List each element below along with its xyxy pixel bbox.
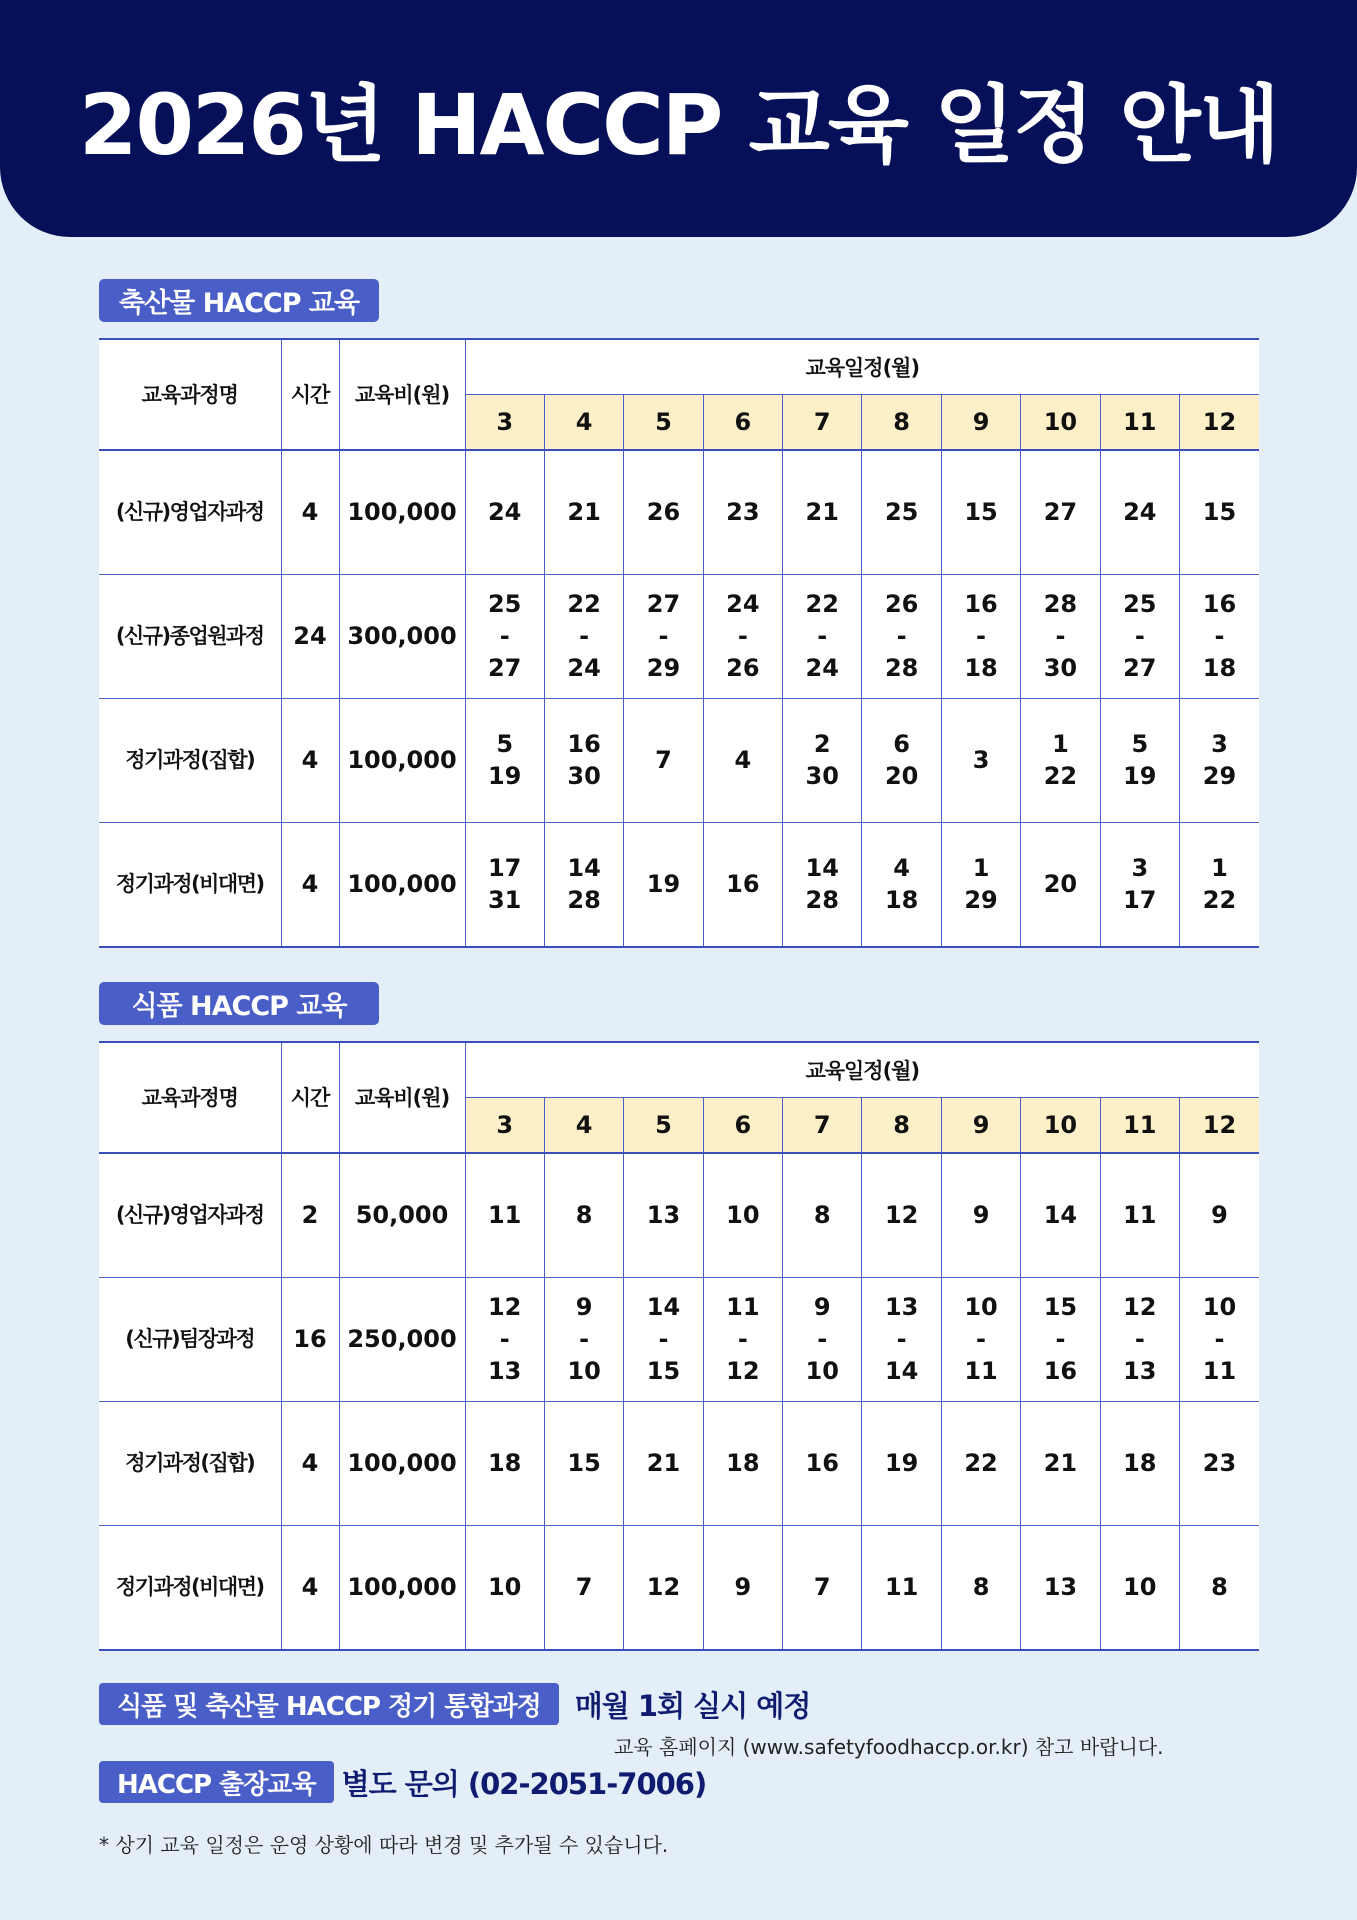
date-cell-text: 21 (567, 498, 601, 526)
date-cell-text: 11 (487, 1201, 522, 1229)
date-cell-text: 12 (646, 1573, 681, 1601)
date-cell-text: 7 (655, 746, 672, 774)
table-row (99, 1153, 1259, 1278)
col-header-schedule: 교육일정(월) (465, 1042, 1259, 1097)
course-name-cell (99, 1153, 281, 1278)
date-cell-text: 8 (972, 1573, 990, 1601)
website-note: 교육 홈페이지 (www.safetyfoodhaccp.or.kr) 참고 바랍니다. (614, 1735, 1164, 1759)
date-cell (544, 1153, 623, 1278)
course-name-cell-text: (신규)종업원과정 (115, 624, 264, 648)
date-cell-text: 9 (972, 1201, 990, 1229)
course-name-cell (99, 450, 281, 575)
month-header: 11 (1100, 1097, 1179, 1153)
date-cell-text: 10 (726, 1201, 760, 1229)
section-label-food: 식품 HACCP 교육 (99, 982, 379, 1025)
col-header-schedule: 교육일정(월) (465, 339, 1259, 394)
fee-cell (339, 822, 465, 947)
date-cell (544, 574, 623, 698)
date-cell-text: 26 (646, 498, 681, 526)
date-cell (544, 698, 623, 822)
date-cell (624, 1401, 703, 1525)
col-header-fee: 교육비(원) (339, 339, 465, 450)
date-cell (1100, 822, 1179, 947)
date-cell-text: 3 (972, 746, 990, 774)
date-cell (1180, 1525, 1259, 1650)
date-cell-text: 7 (575, 1573, 593, 1601)
hours-cell (281, 822, 339, 947)
date-cell-text: 28 - 30 (1043, 590, 1078, 682)
date-cell (465, 698, 544, 822)
date-cell (862, 450, 941, 575)
date-cell (783, 1153, 862, 1278)
date-cell-text: 14 28 (805, 854, 839, 914)
hours-cell (281, 1153, 339, 1278)
date-cell-text: 15 (567, 1449, 601, 1477)
date-cell (1180, 822, 1259, 947)
col-header-hours: 시간 (281, 339, 339, 450)
date-cell-text: 16 (805, 1449, 839, 1477)
date-cell (703, 450, 782, 575)
month-header: 12 (1180, 394, 1259, 450)
course-name-cell-text: (신규)영업자과정 (115, 1203, 264, 1227)
course-name-cell-text: 정기과정(비대면) (115, 872, 264, 896)
date-cell-text: 19 (646, 870, 681, 898)
date-cell-text: 2 30 (805, 730, 839, 790)
date-cell (1021, 574, 1100, 698)
date-cell-text: 10 - 11 (964, 1293, 998, 1385)
date-cell (544, 1401, 623, 1525)
date-cell (465, 1401, 544, 1525)
month-header: 7 (783, 394, 862, 450)
month-header: 8 (862, 394, 941, 450)
date-cell-text: 1 29 (964, 854, 998, 914)
date-cell (1100, 1277, 1179, 1401)
date-cell-text: 17 31 (487, 854, 522, 914)
table-row (99, 450, 1259, 575)
date-cell-text: 8 (813, 1201, 831, 1229)
visit-education-row (99, 1761, 706, 1803)
date-cell-text: 4 18 (884, 854, 919, 914)
date-cell (703, 574, 782, 698)
date-cell-text: 18 (726, 1449, 760, 1477)
date-cell (941, 1277, 1020, 1401)
date-cell-text: 15 - 16 (1043, 1293, 1078, 1385)
table-row (99, 1401, 1259, 1525)
schedule-table (99, 1041, 1259, 1651)
month-header: 4 (544, 1097, 623, 1153)
date-cell-text: 7 (813, 1573, 831, 1601)
course-name-cell-text: 정기과정(집합) (125, 748, 255, 772)
date-cell (1021, 698, 1100, 822)
hours-cell-text: 24 (293, 622, 327, 650)
date-cell-text: 21 (646, 1449, 681, 1477)
date-cell-text: 9 - 10 (805, 1293, 839, 1385)
livestock-schedule-table (99, 338, 1259, 948)
date-cell-text: 25 - 27 (487, 590, 522, 682)
date-cell-text: 3 17 (1123, 854, 1157, 914)
visit-education-label: HACCP 출장교육 (99, 1761, 334, 1803)
date-cell (783, 574, 862, 698)
fee-cell (339, 1153, 465, 1278)
date-cell-text: 5 19 (487, 730, 522, 790)
date-cell (862, 822, 941, 947)
date-cell-text: 16 - 18 (964, 590, 998, 682)
date-cell (941, 1525, 1020, 1650)
date-cell-text: 15 (1202, 498, 1237, 526)
month-header: 3 (465, 1097, 544, 1153)
date-cell (1021, 450, 1100, 575)
month-header: 10 (1021, 1097, 1100, 1153)
date-cell (783, 1401, 862, 1525)
date-cell (1180, 1153, 1259, 1278)
date-cell (862, 1525, 941, 1650)
date-cell (1180, 574, 1259, 698)
fee-cell-text: 100,000 (347, 1573, 457, 1601)
course-name-cell-text: (신규)영업자과정 (115, 500, 264, 524)
table-row (99, 822, 1259, 947)
date-cell-text: 26 - 28 (884, 590, 919, 682)
date-cell-text: 23 (1202, 1449, 1237, 1477)
date-cell-text: 23 (726, 498, 760, 526)
date-cell-text: 27 (1043, 498, 1078, 526)
fee-cell-text: 50,000 (355, 1201, 449, 1229)
hours-cell-text: 4 (301, 746, 319, 774)
date-cell (941, 698, 1020, 822)
date-cell-text: 14 28 (567, 854, 601, 914)
date-cell-text: 21 (1043, 1449, 1078, 1477)
hours-cell-text: 4 (301, 1449, 319, 1477)
date-cell-text: 10 (487, 1573, 522, 1601)
integrated-course-row (99, 1683, 810, 1725)
date-cell-text: 20 (1043, 870, 1078, 898)
date-cell-text: 8 (575, 1201, 593, 1229)
col-header-fee: 교육비(원) (339, 1042, 465, 1153)
fee-cell-text: 100,000 (347, 498, 457, 526)
month-header: 8 (862, 1097, 941, 1153)
date-cell (783, 450, 862, 575)
date-cell (862, 698, 941, 822)
date-cell (1100, 450, 1179, 575)
hours-cell-text: 4 (301, 498, 319, 526)
date-cell (1180, 450, 1259, 575)
date-cell (703, 698, 782, 822)
date-cell (941, 822, 1020, 947)
date-cell (941, 450, 1020, 575)
date-cell-text: 1 22 (1202, 854, 1237, 914)
disclaimer: * 상기 교육 일정은 운영 상황에 따라 변경 및 추가될 수 있습니다. (99, 1833, 669, 1857)
date-cell-text: 25 (884, 498, 919, 526)
date-cell-text: 9 - 10 (567, 1293, 601, 1385)
date-cell-text: 16 (726, 870, 760, 898)
date-cell (1180, 1401, 1259, 1525)
date-cell-text: 1 22 (1043, 730, 1078, 790)
month-header: 9 (941, 1097, 1020, 1153)
date-cell-text: 25 - 27 (1123, 590, 1157, 682)
hours-cell (281, 574, 339, 698)
hours-cell (281, 1401, 339, 1525)
hours-cell (281, 1277, 339, 1401)
col-header-course: 교육과정명 (99, 339, 281, 450)
date-cell (544, 822, 623, 947)
date-cell (783, 1525, 862, 1650)
fee-cell-text: 300,000 (347, 622, 457, 650)
fee-cell-text: 250,000 (347, 1325, 457, 1353)
date-cell (624, 574, 703, 698)
date-cell (544, 450, 623, 575)
month-header: 7 (783, 1097, 862, 1153)
date-cell (465, 822, 544, 947)
date-cell-text: 14 (1043, 1201, 1078, 1229)
date-cell-text: 10 - 11 (1202, 1293, 1237, 1385)
date-cell (862, 1277, 941, 1401)
hours-cell-text: 16 (293, 1325, 327, 1353)
month-header: 6 (703, 1097, 782, 1153)
date-cell (624, 822, 703, 947)
date-cell (1100, 1153, 1179, 1278)
date-cell (1021, 1277, 1100, 1401)
integrated-course-label: 식품 및 축산물 HACCP 정기 통합과정 (99, 1683, 559, 1725)
date-cell (1021, 1153, 1100, 1278)
date-cell-text: 13 (1043, 1573, 1078, 1601)
hours-cell (281, 450, 339, 575)
date-cell (941, 574, 1020, 698)
date-cell (465, 1525, 544, 1650)
date-cell-text: 24 - 26 (726, 590, 760, 682)
table-row (99, 1277, 1259, 1401)
date-cell-text: 13 - 14 (884, 1293, 919, 1385)
table-row (99, 574, 1259, 698)
fee-cell (339, 450, 465, 575)
date-cell-text: 11 (1123, 1201, 1157, 1229)
fee-cell (339, 574, 465, 698)
date-cell-text: 11 - 12 (726, 1293, 760, 1385)
course-name-cell-text: 정기과정(집합) (125, 1451, 255, 1475)
date-cell-text: 18 (1123, 1449, 1157, 1477)
date-cell (1100, 1525, 1179, 1650)
hours-cell (281, 1525, 339, 1650)
date-cell (1021, 1525, 1100, 1650)
date-cell-text: 5 19 (1123, 730, 1157, 790)
date-cell-text: 13 (646, 1201, 681, 1229)
hours-cell-text: 4 (301, 1573, 319, 1601)
month-header: 4 (544, 394, 623, 450)
fee-cell (339, 698, 465, 822)
date-cell-text: 19 (884, 1449, 919, 1477)
month-header: 3 (465, 394, 544, 450)
date-cell (703, 1153, 782, 1278)
fee-cell (339, 1277, 465, 1401)
course-name-cell (99, 1401, 281, 1525)
date-cell (465, 450, 544, 575)
date-cell (624, 1277, 703, 1401)
date-cell (862, 1401, 941, 1525)
date-cell (862, 1153, 941, 1278)
date-cell-text: 9 (734, 1573, 752, 1601)
date-cell-text: 16 30 (567, 730, 601, 790)
date-cell-text: 24 (1123, 498, 1157, 526)
course-name-cell (99, 698, 281, 822)
fee-cell-text: 100,000 (347, 746, 457, 774)
month-header: 11 (1100, 394, 1179, 450)
date-cell-text: 11 (884, 1573, 919, 1601)
course-name-cell-text: 정기과정(비대면) (115, 1575, 264, 1599)
table-row (99, 698, 1259, 822)
date-cell (544, 1277, 623, 1401)
date-cell-text: 12 (884, 1201, 919, 1229)
date-cell-text: 12 - 13 (487, 1293, 522, 1385)
fee-cell-text: 100,000 (347, 870, 457, 898)
integrated-course-note: 매월 1회 실시 예정 (574, 1688, 811, 1723)
month-header: 6 (703, 394, 782, 450)
month-header: 12 (1180, 1097, 1259, 1153)
col-header-course: 교육과정명 (99, 1042, 281, 1153)
date-cell-text: 22 - 24 (805, 590, 839, 682)
date-cell (862, 574, 941, 698)
date-cell (465, 1153, 544, 1278)
date-cell (703, 822, 782, 947)
date-cell (1180, 698, 1259, 822)
month-header: 9 (941, 394, 1020, 450)
date-cell-text: 14 - 15 (646, 1293, 681, 1385)
fee-cell-text: 100,000 (347, 1449, 457, 1477)
date-cell (783, 1277, 862, 1401)
month-header: 5 (624, 394, 703, 450)
course-name-cell (99, 1525, 281, 1650)
date-cell-text: 12 - 13 (1123, 1293, 1157, 1385)
hours-cell (281, 698, 339, 822)
course-name-cell-text: (신규)팀장과정 (125, 1327, 255, 1351)
date-cell-text: 18 (487, 1449, 522, 1477)
date-cell-text: 9 (1211, 1201, 1228, 1229)
date-cell (624, 698, 703, 822)
food-schedule-table (99, 1041, 1259, 1651)
date-cell-text: 24 (487, 498, 522, 526)
date-cell-text: 21 (805, 498, 839, 526)
course-name-cell (99, 822, 281, 947)
month-header: 10 (1021, 394, 1100, 450)
date-cell-text: 15 (964, 498, 998, 526)
date-cell (703, 1277, 782, 1401)
date-cell-text: 6 20 (884, 730, 919, 790)
hours-cell-text: 4 (301, 870, 319, 898)
date-cell (1180, 1277, 1259, 1401)
date-cell-text: 4 (734, 746, 752, 774)
date-cell (544, 1525, 623, 1650)
date-cell (624, 1525, 703, 1650)
date-cell (1021, 822, 1100, 947)
page-header (0, 0, 1357, 237)
col-header-hours: 시간 (281, 1042, 339, 1153)
fee-cell (339, 1525, 465, 1650)
page-title: 2026년 HACCP 교육 일정 안내 (79, 76, 1278, 174)
date-cell (465, 1277, 544, 1401)
date-cell (624, 450, 703, 575)
hours-cell-text: 2 (301, 1201, 319, 1229)
date-cell (1021, 1401, 1100, 1525)
date-cell-text: 22 - 24 (567, 590, 601, 682)
date-cell (783, 822, 862, 947)
date-cell-text: 10 (1123, 1573, 1157, 1601)
month-header: 5 (624, 1097, 703, 1153)
date-cell-text: 8 (1211, 1573, 1228, 1601)
date-cell (1100, 698, 1179, 822)
course-name-cell (99, 574, 281, 698)
date-cell-text: 22 (964, 1449, 998, 1477)
visit-education-note: 별도 문의 (02-2051-7006) (341, 1766, 707, 1801)
date-cell (941, 1401, 1020, 1525)
course-name-cell (99, 1277, 281, 1401)
table-row (99, 1525, 1259, 1650)
date-cell (703, 1401, 782, 1525)
date-cell (1100, 1401, 1179, 1525)
date-cell (703, 1525, 782, 1650)
date-cell (941, 1153, 1020, 1278)
section-label-livestock: 축산물 HACCP 교육 (99, 279, 379, 322)
date-cell (783, 698, 862, 822)
date-cell-text: 3 29 (1202, 730, 1237, 790)
date-cell (1100, 574, 1179, 698)
date-cell (624, 1153, 703, 1278)
fee-cell (339, 1401, 465, 1525)
date-cell-text: 27 - 29 (646, 590, 681, 682)
date-cell (465, 574, 544, 698)
date-cell-text: 16 - 18 (1202, 590, 1237, 682)
schedule-table (99, 338, 1259, 948)
